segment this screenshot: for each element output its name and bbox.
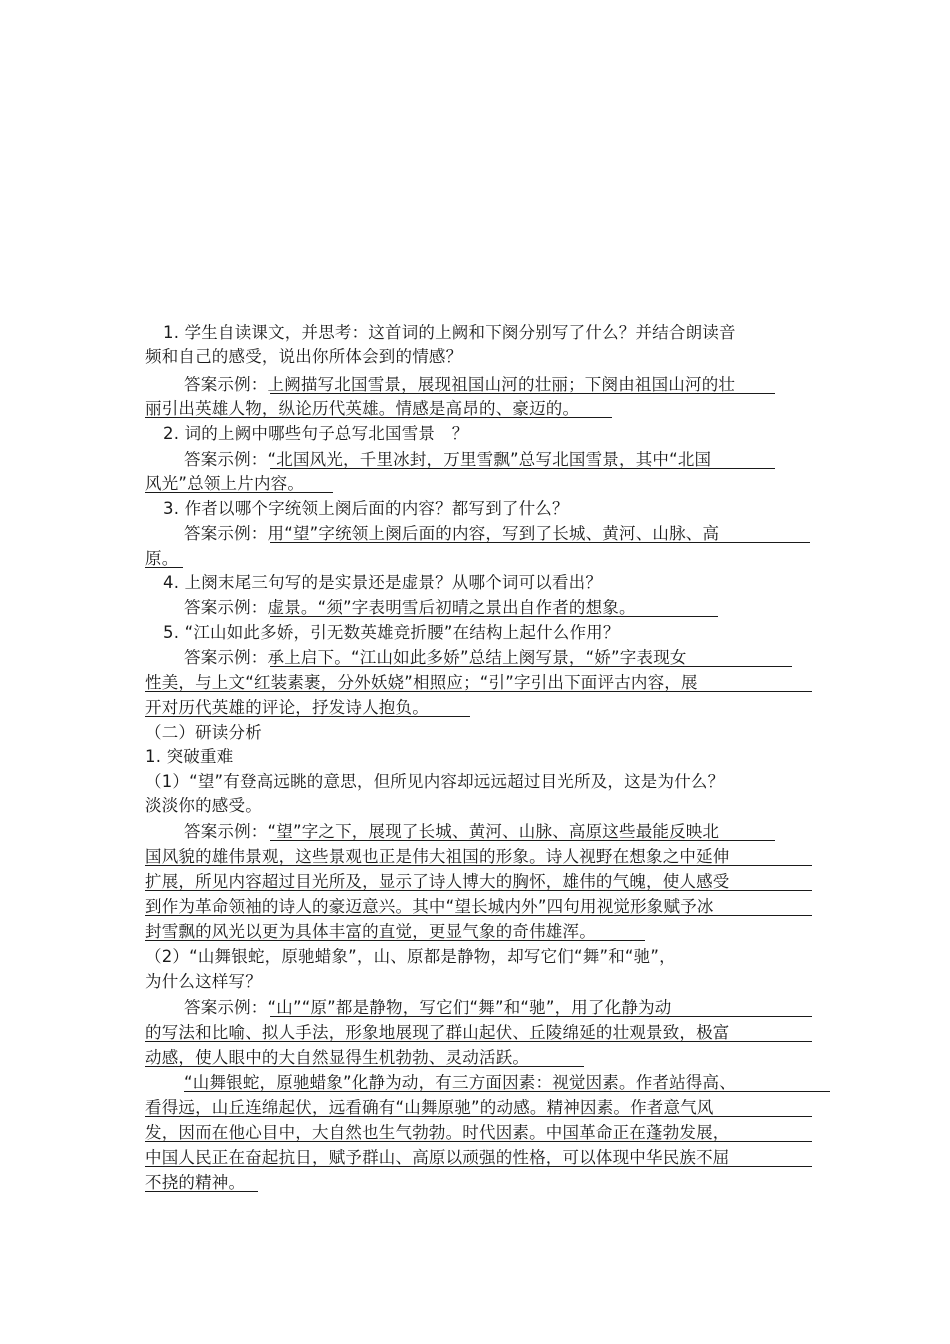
answer-underline xyxy=(145,1141,812,1142)
text-line: 的写法和比喻、拟人手法，形象地展现了群山起伏、丘陵绵延的壮观景致，极富 xyxy=(145,1023,730,1042)
text-line: （二）研读分析 xyxy=(145,723,262,742)
text-line: 频和自己的感受，说出你所体会到的情感？ xyxy=(145,347,463,366)
text-line: 开对历代英雄的评论，抒发诗人抱负。 xyxy=(145,698,429,717)
answer-underline xyxy=(270,1016,812,1017)
answer-underline xyxy=(270,468,775,469)
text-line: 动感，使人眼中的大自然显得生机勃勃、灵动活跃。 xyxy=(145,1048,530,1067)
text-line: 封雪飘的风光以更为具体丰富的直觉，更显气象的奇伟雄浑。 xyxy=(145,922,596,941)
text-line: 国风貌的雄伟景观，这些景观也正是伟大祖国的形象。诗人视野在想象之中延伸 xyxy=(145,847,730,866)
text-line: 性美，与上文“红装素裹，分外妖娆”相照应；“引”字引出下面评古内容，展 xyxy=(145,673,698,692)
answer-underline xyxy=(145,492,333,493)
answer-underline xyxy=(145,1041,812,1042)
text-line: 中国人民正在奋起抗日，赋予群山、高原以顽强的性格，可以体现中华民族不屈 xyxy=(145,1148,730,1167)
answer-underline xyxy=(145,940,645,941)
text-line: 原。 xyxy=(145,549,179,568)
answer-underline xyxy=(145,915,812,916)
text-line: 1. 突破重难 xyxy=(145,747,234,766)
text-line: 发，因而在他心目中，大自然也生气勃勃。时代因素。中国革命正在蓬勃发展， xyxy=(145,1123,730,1142)
answer-underline xyxy=(145,567,183,568)
answer-underline xyxy=(145,865,812,866)
text-line: （1）“望”有登高远眺的意思，但所见内容却远远超过目光所及，这是为什么？ xyxy=(145,772,725,791)
answer-underline xyxy=(145,1166,812,1167)
text-line: 答案示例：虚景。“须”字表明雪后初晴之景出自作者的想象。 xyxy=(184,598,636,617)
text-line: 3. 作者以哪个字统领上阕后面的内容？都写到了什么？ xyxy=(163,499,569,518)
text-line: 到作为革命领袖的诗人的豪迈意兴。其中“望长城内外”四句用视觉形象赋予冰 xyxy=(145,897,714,916)
answer-underline xyxy=(270,616,718,617)
text-line: 看得远，山丘连绵起伏，远看确有“山舞原驰”的动感。精神因素。作者意气风 xyxy=(145,1098,714,1117)
text-line: 答案示例：承上启下。“江山如此多娇”总结上阕写景，“娇”字表现女 xyxy=(184,648,687,667)
answer-underline xyxy=(145,1066,584,1067)
text-line: 答案示例：“山”“原”都是静物，写它们“舞”和“驰”，用了化静为动 xyxy=(184,998,672,1017)
text-line: 1. 学生自读课文，并思考：这首词的上阙和下阕分别写了什么？并结合朗读音 xyxy=(163,323,736,342)
text-line: 4. 上阕末尾三句写的是实景还是虚景？从哪个词可以看出？ xyxy=(163,573,603,592)
answer-underline xyxy=(145,716,470,717)
text-line: 不挠的精神。 xyxy=(145,1173,246,1192)
text-line: 丽引出英雄人物，纵论历代英雄。情感是高昂的、豪迈的。 xyxy=(145,399,580,418)
answer-underline xyxy=(270,542,810,543)
answer-underline xyxy=(270,393,775,394)
text-line: 答案示例：“北国风光，千里冰封，万里雪飘”总写北国雪景，其中“北国 xyxy=(184,450,712,469)
text-line: 答案示例：用“望”字统领上阕后面的内容，写到了长城、黄河、山脉、高 xyxy=(184,524,720,543)
answer-underline xyxy=(145,1191,258,1192)
text-line: （2）“山舞银蛇，原驰蜡象”，山、原都是静物，却写它们“舞”和“驰”， xyxy=(145,947,676,966)
answer-underline xyxy=(145,890,812,891)
text-line: 答案示例：“望”字之下，展现了长城、黄河、山脉、高原这些最能反映北 xyxy=(184,822,720,841)
text-line: “山舞银蛇，原驰蜡象”化静为动，有三方面因素：视觉因素。作者站得高、 xyxy=(184,1073,736,1092)
answer-underline xyxy=(145,1116,812,1117)
text-line: 为什么这样写？ xyxy=(145,972,262,991)
text-line: 淡淡你的感受。 xyxy=(145,796,262,815)
answer-underline xyxy=(184,1091,830,1092)
text-line: 风光”总领上片内容。 xyxy=(145,474,305,493)
answer-underline xyxy=(145,417,612,418)
answer-underline xyxy=(270,840,775,841)
answer-underline xyxy=(270,666,792,667)
text-line: 答案示例：上阙描写北国雪景，展现祖国山河的壮丽；下阕由祖国山河的壮 xyxy=(184,375,736,394)
text-line: 2. 词的上阙中哪些句子总写北国雪景 ？ xyxy=(163,424,469,443)
answer-underline xyxy=(145,691,812,692)
text-line: 扩展，所见内容超过目光所及，显示了诗人博大的胸怀，雄伟的气魄，使人感受 xyxy=(145,872,730,891)
text-line: 5. “江山如此多娇，引无数英雄竞折腰”在结构上起什么作用？ xyxy=(163,623,620,642)
